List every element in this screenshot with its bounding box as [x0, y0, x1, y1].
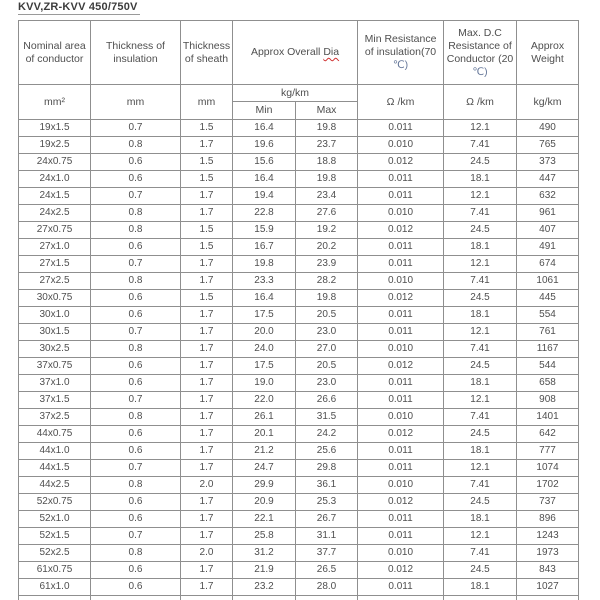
cell-dia-max: 25.3: [296, 494, 358, 511]
cell-dc-resistance: 7.41: [444, 137, 517, 154]
cell-dc-resistance: 18.1: [444, 171, 517, 188]
cell-min-resistance: 0.011: [358, 324, 444, 341]
cell-sheath-thickness: 1.5: [181, 171, 233, 188]
table-row: [19, 494, 579, 511]
table-row: [19, 511, 579, 528]
cell-dc-resistance: 12.1: [444, 256, 517, 273]
cell-dc-resistance: 12.1: [444, 324, 517, 341]
cell-nominal-area: 27x2.5: [19, 273, 91, 290]
table-row: [19, 205, 579, 222]
cell-dia-min: 20.1: [233, 426, 296, 443]
cell-sheath-thickness: 1.5: [181, 154, 233, 171]
cell-insulation-thickness: 0.7: [91, 392, 181, 409]
cell-empty: [233, 596, 296, 600]
cell-weight: 373: [517, 154, 579, 171]
cell-sheath-thickness: 1.5: [181, 239, 233, 256]
table-row: [19, 460, 579, 477]
cell-dc-resistance: 24.5: [444, 494, 517, 511]
cell-dia-max: 31.1: [296, 528, 358, 545]
cell-sheath-thickness: 1.7: [181, 188, 233, 205]
cell-weight: 1061: [517, 273, 579, 290]
cell-insulation-thickness: 0.6: [91, 307, 181, 324]
cell-weight: 843: [517, 562, 579, 579]
cell-nominal-area: 24x0.75: [19, 154, 91, 171]
cell-min-resistance: 0.012: [358, 494, 444, 511]
cell-nominal-area: 30x2.5: [19, 341, 91, 358]
cell-empty: [358, 596, 444, 600]
table-row: [19, 273, 579, 290]
cell-dia-min: 24.7: [233, 460, 296, 477]
table-row: [19, 358, 579, 375]
cell-insulation-thickness: 0.6: [91, 290, 181, 307]
table-row: [19, 307, 579, 324]
unit-nominal-area: mm²: [19, 85, 91, 120]
col-header-sheath-thickness: Thickness of sheath: [181, 21, 233, 85]
cell-sheath-thickness: 1.7: [181, 137, 233, 154]
cell-weight: 447: [517, 171, 579, 188]
cell-weight: 642: [517, 426, 579, 443]
cell-min-resistance: 0.011: [358, 375, 444, 392]
cell-weight: 1167: [517, 341, 579, 358]
cell-empty: [517, 596, 579, 600]
cell-dia-min: 19.0: [233, 375, 296, 392]
cell-dc-resistance: 7.41: [444, 409, 517, 426]
cell-dia-min: 31.2: [233, 545, 296, 562]
cell-min-resistance: 0.012: [358, 426, 444, 443]
table-row: [19, 409, 579, 426]
cell-min-resistance: 0.011: [358, 443, 444, 460]
cell-dia-max: 28.2: [296, 273, 358, 290]
cell-insulation-thickness: 0.8: [91, 341, 181, 358]
cell-weight: 896: [517, 511, 579, 528]
table-row: [19, 324, 579, 341]
table-row: [19, 137, 579, 154]
table-row-partial: [19, 596, 579, 600]
cell-min-resistance: 0.011: [358, 511, 444, 528]
cell-dc-resistance: 7.41: [444, 205, 517, 222]
table-row: [19, 443, 579, 460]
dc-resistance-degree-label: ℃): [472, 65, 488, 78]
cell-dc-resistance: 7.41: [444, 341, 517, 358]
cell-dc-resistance: 12.1: [444, 120, 517, 137]
cell-nominal-area: 52x2.5: [19, 545, 91, 562]
table-row: [19, 545, 579, 562]
cell-nominal-area: 27x1.0: [19, 239, 91, 256]
cell-sheath-thickness: 1.5: [181, 222, 233, 239]
cell-weight: 777: [517, 443, 579, 460]
cell-min-resistance: 0.011: [358, 256, 444, 273]
table-row: [19, 477, 579, 494]
cell-insulation-thickness: 0.6: [91, 375, 181, 392]
dc-resistance-label: Max. D.C Resistance of Conductor (20: [446, 26, 514, 65]
cell-dia-max: 19.2: [296, 222, 358, 239]
cell-sheath-thickness: 1.7: [181, 562, 233, 579]
cell-dia-min: 20.0: [233, 324, 296, 341]
cell-nominal-area: 37x1.0: [19, 375, 91, 392]
cell-dia-min: 25.8: [233, 528, 296, 545]
table-header: [19, 21, 579, 120]
cell-min-resistance: 0.011: [358, 579, 444, 596]
cell-dia-max: 31.5: [296, 409, 358, 426]
cell-dc-resistance: 7.41: [444, 477, 517, 494]
cell-sheath-thickness: 1.7: [181, 579, 233, 596]
cell-dia-min: 16.4: [233, 171, 296, 188]
col-header-min-resistance: [358, 21, 444, 85]
cell-sheath-thickness: 1.7: [181, 358, 233, 375]
cell-weight: 1973: [517, 545, 579, 562]
cell-weight: 761: [517, 324, 579, 341]
cell-dia-min: 16.4: [233, 290, 296, 307]
cell-dia-min: 26.1: [233, 409, 296, 426]
cell-nominal-area: 37x2.5: [19, 409, 91, 426]
cell-dia-max: 28.0: [296, 579, 358, 596]
cell-empty: [296, 596, 358, 600]
table-row: [19, 579, 579, 596]
cell-dia-min: 17.5: [233, 358, 296, 375]
cell-dia-min: 15.6: [233, 154, 296, 171]
cell-min-resistance: 0.010: [358, 273, 444, 290]
cell-insulation-thickness: 0.6: [91, 494, 181, 511]
cell-min-resistance: 0.010: [358, 477, 444, 494]
col-header-insulation-thickness: Thickness of insulation: [91, 21, 181, 85]
cell-dia-min: 17.5: [233, 307, 296, 324]
cell-sheath-thickness: 1.7: [181, 205, 233, 222]
cell-insulation-thickness: 0.6: [91, 443, 181, 460]
cell-nominal-area: 24x1.0: [19, 171, 91, 188]
cell-dia-max: 27.0: [296, 341, 358, 358]
cell-dia-max: 23.0: [296, 375, 358, 392]
cell-sheath-thickness: 1.7: [181, 324, 233, 341]
cell-insulation-thickness: 0.8: [91, 545, 181, 562]
cell-dia-max: 23.7: [296, 137, 358, 154]
cell-nominal-area: 30x1.5: [19, 324, 91, 341]
cell-dc-resistance: 24.5: [444, 290, 517, 307]
cell-min-resistance: 0.011: [358, 392, 444, 409]
cell-insulation-thickness: 0.6: [91, 579, 181, 596]
cell-dia-max: 27.6: [296, 205, 358, 222]
cell-dia-min: 29.9: [233, 477, 296, 494]
cell-dia-min: 24.0: [233, 341, 296, 358]
unit-weight: kg/km: [517, 85, 579, 120]
cell-sheath-thickness: 1.7: [181, 341, 233, 358]
cell-min-resistance: 0.012: [358, 358, 444, 375]
cell-nominal-area: 24x1.5: [19, 188, 91, 205]
cell-insulation-thickness: 0.7: [91, 188, 181, 205]
table-row: [19, 562, 579, 579]
cell-dia-max: 23.0: [296, 324, 358, 341]
cell-min-resistance: 0.012: [358, 290, 444, 307]
cell-dia-min: 19.6: [233, 137, 296, 154]
table-row: [19, 239, 579, 256]
cell-insulation-thickness: 0.8: [91, 409, 181, 426]
cell-dia-max: 18.8: [296, 154, 358, 171]
cable-spec-table: [18, 20, 579, 600]
cell-min-resistance: 0.011: [358, 460, 444, 477]
cell-nominal-area: 19x2.5: [19, 137, 91, 154]
cell-sheath-thickness: 1.7: [181, 460, 233, 477]
cell-insulation-thickness: 0.6: [91, 426, 181, 443]
cell-weight: 658: [517, 375, 579, 392]
col-header-dc-resistance: [444, 21, 517, 85]
cell-nominal-area: 52x0.75: [19, 494, 91, 511]
cell-empty: [444, 596, 517, 600]
min-resistance-label: Min Resistance of insulation(70: [364, 33, 437, 58]
cell-nominal-area: 61x0.75: [19, 562, 91, 579]
cell-weight: 632: [517, 188, 579, 205]
cell-insulation-thickness: 0.7: [91, 256, 181, 273]
cell-insulation-thickness: 0.6: [91, 154, 181, 171]
cell-weight: 674: [517, 256, 579, 273]
cell-dc-resistance: 18.1: [444, 375, 517, 392]
subcol-dia-min: Min: [233, 102, 296, 120]
cell-sheath-thickness: 1.5: [181, 290, 233, 307]
cell-dc-resistance: 18.1: [444, 443, 517, 460]
cell-weight: 737: [517, 494, 579, 511]
table-row: [19, 341, 579, 358]
cell-dia-min: 16.7: [233, 239, 296, 256]
cell-weight: 1702: [517, 477, 579, 494]
subcol-dia-max: Max: [296, 102, 358, 120]
cell-dia-max: 25.6: [296, 443, 358, 460]
table-row: [19, 256, 579, 273]
cell-dc-resistance: 18.1: [444, 239, 517, 256]
cell-insulation-thickness: 0.7: [91, 120, 181, 137]
cell-sheath-thickness: 1.5: [181, 120, 233, 137]
min-resistance-degree-label: ℃): [392, 59, 409, 71]
cell-weight: 490: [517, 120, 579, 137]
cell-nominal-area: 37x1.5: [19, 392, 91, 409]
col-header-overall-dia: [233, 21, 358, 85]
cell-weight: 961: [517, 205, 579, 222]
cell-dia-min: 22.8: [233, 205, 296, 222]
cell-dia-max: 24.2: [296, 426, 358, 443]
cell-nominal-area: 24x2.5: [19, 205, 91, 222]
cell-nominal-area: 44x1.0: [19, 443, 91, 460]
cell-nominal-area: 30x0.75: [19, 290, 91, 307]
cell-dia-min: 23.3: [233, 273, 296, 290]
table-row: [19, 120, 579, 137]
cell-weight: 908: [517, 392, 579, 409]
cell-empty: [19, 596, 91, 600]
cell-sheath-thickness: 1.7: [181, 273, 233, 290]
cell-weight: 544: [517, 358, 579, 375]
unit-overall-dia: kg/km: [233, 85, 358, 102]
cell-dia-max: 20.2: [296, 239, 358, 256]
table-row: [19, 290, 579, 307]
cell-dia-max: 20.5: [296, 307, 358, 324]
cell-min-resistance: 0.011: [358, 239, 444, 256]
unit-insulation: mm: [91, 85, 181, 120]
table-row: [19, 392, 579, 409]
cell-dc-resistance: 12.1: [444, 460, 517, 477]
table-row: [19, 528, 579, 545]
cell-dia-min: 21.9: [233, 562, 296, 579]
cell-dc-resistance: 24.5: [444, 426, 517, 443]
cell-sheath-thickness: 2.0: [181, 545, 233, 562]
cell-dia-max: 20.5: [296, 358, 358, 375]
cell-dia-max: 23.4: [296, 188, 358, 205]
cell-dia-min: 20.9: [233, 494, 296, 511]
cell-weight: 554: [517, 307, 579, 324]
cell-insulation-thickness: 0.6: [91, 171, 181, 188]
cell-dc-resistance: 18.1: [444, 511, 517, 528]
cell-sheath-thickness: 1.7: [181, 494, 233, 511]
cell-insulation-thickness: 0.7: [91, 324, 181, 341]
cell-min-resistance: 0.011: [358, 120, 444, 137]
cell-insulation-thickness: 0.7: [91, 460, 181, 477]
cell-dia-min: 16.4: [233, 120, 296, 137]
cell-insulation-thickness: 0.6: [91, 562, 181, 579]
cell-min-resistance: 0.011: [358, 171, 444, 188]
cell-dia-min: 19.8: [233, 256, 296, 273]
cell-nominal-area: 44x2.5: [19, 477, 91, 494]
header-row-names: [19, 21, 579, 85]
cell-insulation-thickness: 0.6: [91, 358, 181, 375]
cell-dia-max: 26.5: [296, 562, 358, 579]
cell-weight: 445: [517, 290, 579, 307]
col-header-nominal-area: Nominal area of conductor: [19, 21, 91, 85]
cell-dia-max: 26.7: [296, 511, 358, 528]
col-header-weight: Approx Weight: [517, 21, 579, 85]
table-row: [19, 426, 579, 443]
cell-dia-max: 23.9: [296, 256, 358, 273]
cell-sheath-thickness: 1.7: [181, 375, 233, 392]
cell-insulation-thickness: 0.7: [91, 528, 181, 545]
cell-insulation-thickness: 0.8: [91, 222, 181, 239]
overall-dia-label: Approx Overall: [250, 46, 321, 58]
cell-empty: [91, 596, 181, 600]
cell-nominal-area: 37x0.75: [19, 358, 91, 375]
cell-dc-resistance: 24.5: [444, 358, 517, 375]
cell-dia-min: 22.1: [233, 511, 296, 528]
cell-min-resistance: 0.010: [358, 205, 444, 222]
cell-sheath-thickness: 1.7: [181, 528, 233, 545]
cell-nominal-area: 19x1.5: [19, 120, 91, 137]
header-row-units: [19, 85, 579, 102]
cell-weight: 491: [517, 239, 579, 256]
cell-dia-min: 22.0: [233, 392, 296, 409]
cell-weight: 407: [517, 222, 579, 239]
cell-dc-resistance: 7.41: [444, 273, 517, 290]
cell-nominal-area: 30x1.0: [19, 307, 91, 324]
cell-nominal-area: 61x1.0: [19, 579, 91, 596]
table-row: [19, 171, 579, 188]
cell-sheath-thickness: 1.7: [181, 426, 233, 443]
cell-min-resistance: 0.010: [358, 137, 444, 154]
cell-dc-resistance: 24.5: [444, 154, 517, 171]
cell-sheath-thickness: 1.7: [181, 392, 233, 409]
cell-dia-max: 19.8: [296, 171, 358, 188]
cell-dc-resistance: 12.1: [444, 392, 517, 409]
table-row: [19, 222, 579, 239]
cell-sheath-thickness: 1.7: [181, 409, 233, 426]
cell-dc-resistance: 7.41: [444, 545, 517, 562]
cell-weight: 1401: [517, 409, 579, 426]
cell-dc-resistance: 24.5: [444, 562, 517, 579]
cell-min-resistance: 0.010: [358, 409, 444, 426]
cell-dia-max: 26.6: [296, 392, 358, 409]
cell-min-resistance: 0.011: [358, 188, 444, 205]
cell-nominal-area: 44x1.5: [19, 460, 91, 477]
cell-min-resistance: 0.010: [358, 545, 444, 562]
cell-min-resistance: 0.012: [358, 222, 444, 239]
cell-sheath-thickness: 1.7: [181, 307, 233, 324]
cell-dc-resistance: 18.1: [444, 307, 517, 324]
cell-dc-resistance: 12.1: [444, 188, 517, 205]
unit-dc-resistance: Ω /km: [444, 85, 517, 120]
cell-dc-resistance: 24.5: [444, 222, 517, 239]
cell-min-resistance: 0.012: [358, 154, 444, 171]
cell-dia-max: 19.8: [296, 120, 358, 137]
cell-insulation-thickness: 0.8: [91, 205, 181, 222]
cell-min-resistance: 0.012: [358, 562, 444, 579]
cell-weight: 1243: [517, 528, 579, 545]
overall-dia-misspelled-word: Dia: [323, 46, 340, 58]
cell-min-resistance: 0.011: [358, 307, 444, 324]
cell-nominal-area: 44x0.75: [19, 426, 91, 443]
cell-min-resistance: 0.011: [358, 528, 444, 545]
cell-sheath-thickness: 2.0: [181, 477, 233, 494]
cell-nominal-area: 27x1.5: [19, 256, 91, 273]
cell-sheath-thickness: 1.7: [181, 256, 233, 273]
cell-weight: 1074: [517, 460, 579, 477]
cell-empty: [181, 596, 233, 600]
cell-dc-resistance: 18.1: [444, 579, 517, 596]
table-row: [19, 154, 579, 171]
cell-nominal-area: 52x1.5: [19, 528, 91, 545]
cell-dia-max: 36.1: [296, 477, 358, 494]
cell-min-resistance: 0.010: [358, 341, 444, 358]
cell-dia-max: 19.8: [296, 290, 358, 307]
cell-insulation-thickness: 0.8: [91, 477, 181, 494]
cell-sheath-thickness: 1.7: [181, 511, 233, 528]
table-body: [19, 120, 579, 600]
unit-sheath: mm: [181, 85, 233, 120]
cell-dia-min: 15.9: [233, 222, 296, 239]
table-row: [19, 188, 579, 205]
cell-insulation-thickness: 0.6: [91, 511, 181, 528]
cell-dia-min: 19.4: [233, 188, 296, 205]
cell-dia-min: 21.2: [233, 443, 296, 460]
cell-insulation-thickness: 0.8: [91, 273, 181, 290]
cell-nominal-area: 52x1.0: [19, 511, 91, 528]
cell-insulation-thickness: 0.8: [91, 137, 181, 154]
cell-nominal-area: 27x0.75: [19, 222, 91, 239]
cell-insulation-thickness: 0.6: [91, 239, 181, 256]
table-row: [19, 375, 579, 392]
cell-dia-min: 23.2: [233, 579, 296, 596]
unit-min-resistance: Ω /km: [358, 85, 444, 120]
cell-dia-max: 29.8: [296, 460, 358, 477]
page-title: KVV,ZR-KVV 450/750V: [18, 1, 138, 13]
cell-dc-resistance: 12.1: [444, 528, 517, 545]
cell-weight: 1027: [517, 579, 579, 596]
cell-sheath-thickness: 1.7: [181, 443, 233, 460]
cell-weight: 765: [517, 137, 579, 154]
cell-dia-max: 37.7: [296, 545, 358, 562]
